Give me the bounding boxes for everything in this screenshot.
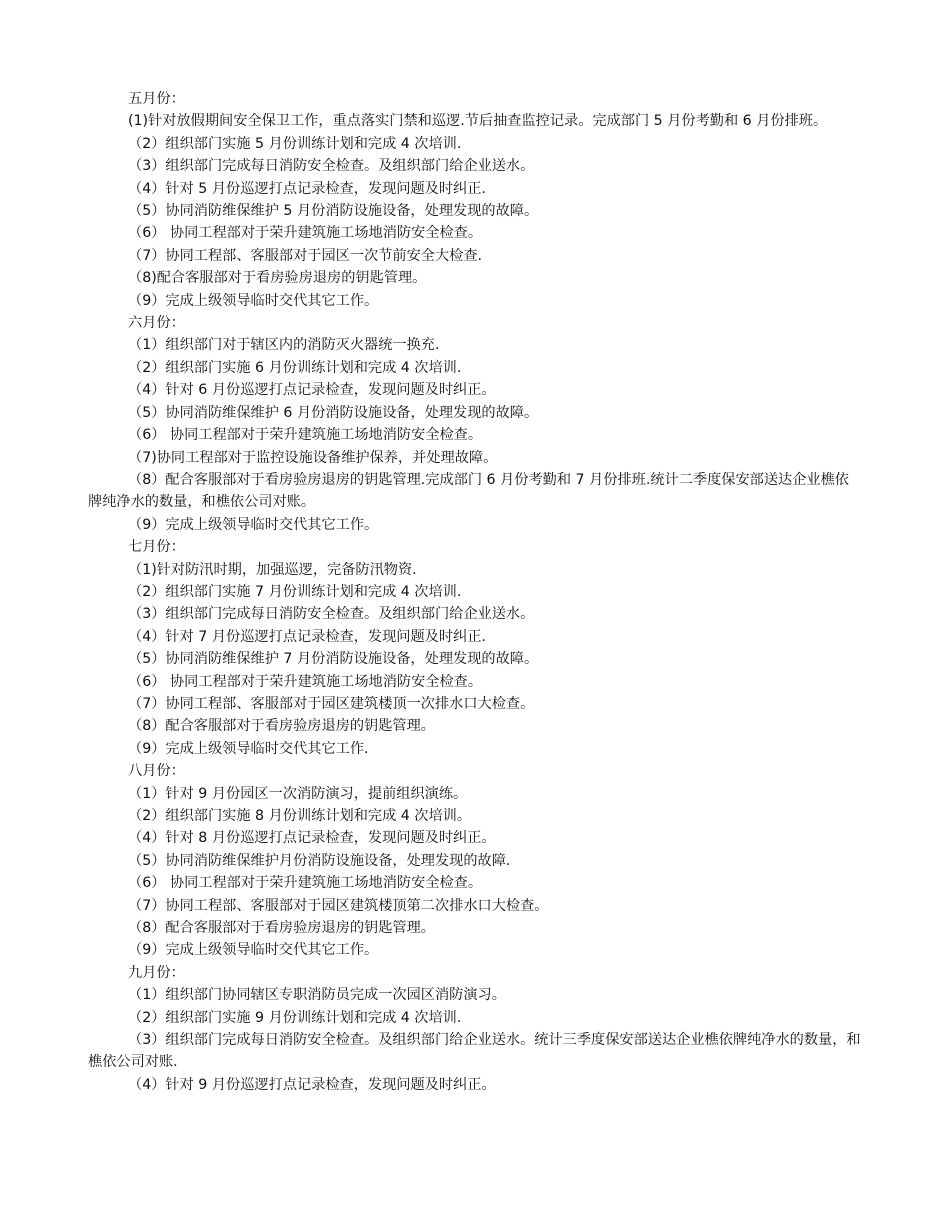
heading-september: 九月份： bbox=[128, 964, 185, 981]
document-body bbox=[88, 88, 862, 1096]
list-item: （1）针对 9 月份园区一次消防演习，提前组织演练。 bbox=[128, 785, 468, 802]
list-item: （1)针对防汛时期，加强巡逻，完备防汛物资. bbox=[128, 561, 417, 578]
list-item: （2）组织部门实施 5 月份训练计划和完成 4 次培训. bbox=[128, 135, 462, 152]
list-item: （9）完成上级领导临时交代其它工作。 bbox=[128, 516, 379, 533]
list-item: （5）协同消防维保维护 7 月份消防设施设备，处理发现的故障。 bbox=[128, 651, 539, 668]
list-item: （4）针对 7 月份巡逻打点记录检查，发现问题及时纠正. bbox=[128, 628, 486, 645]
list-item: （7）协同工程部、客服部对于园区建筑楼顶第二次排水口大检查。 bbox=[128, 897, 549, 914]
list-item: （9）完成上级领导临时交代其它工作。 bbox=[128, 942, 379, 959]
list-item: （2）组织部门实施 8 月份训练计划和完成 4 次培训。 bbox=[128, 808, 472, 824]
list-item: (1)针对放假期间安全保卫工作，重点落实门禁和巡逻.节后抽查监控记录。完成部门 5 月份考勤和 6 月份排班。 bbox=[128, 113, 828, 130]
list-item: （4）针对 9 月份巡逻打点记录检查，发现问题及时纠正。 bbox=[128, 1076, 496, 1093]
list-item: （2）组织部门实施 9 月份训练计划和完成 4 次培训. bbox=[128, 1009, 462, 1026]
heading-june: 六月份： bbox=[128, 315, 185, 332]
list-item: （9）完成上级领导临时交代其它工作. bbox=[128, 740, 369, 757]
list-item: （8）配合客服部对于看房验房退房的钥匙管理。 bbox=[128, 718, 435, 735]
list-item: （1）组织部门对于辖区内的消防灭火器统一换充. bbox=[128, 337, 440, 354]
list-item: （8)配合客服部对于看房验房退房的钥匙管理。 bbox=[128, 270, 427, 287]
list-item: （7）协同工程部、客服部对于园区建筑楼顶一次排水口大检查。 bbox=[128, 695, 535, 712]
list-item: （9）完成上级领导临时交代其它工作。 bbox=[128, 292, 379, 309]
list-item: （4）针对 6 月份巡逻打点记录检查，发现问题及时纠正。 bbox=[128, 382, 496, 399]
list-item: （3）组织部门完成每日消防安全检查。及组织部门给企业送水。 bbox=[128, 606, 535, 623]
list-item: （5）协同消防维保维护 6 月份消防设施设备，处理发现的故障。 bbox=[128, 404, 539, 421]
list-item: （8）配合客服部对于看房验房退房的钥匙管理.完成部门 6 月份考勤和 7 月份排班.统计二季度保安部送达企业樵依牌纯净水的数量，和樵依公司对账。 bbox=[88, 471, 849, 511]
list-item: （6） 协同工程部对于荣升建筑施工场地消防安全检查。 bbox=[128, 875, 483, 892]
list-item: （4）针对 5 月份巡逻打点记录检查，发现问题及时纠正. bbox=[128, 180, 486, 197]
list-item: （7)协同工程部对于监控设施设备维护保养，并处理故障。 bbox=[128, 449, 498, 466]
heading-august: 八月份： bbox=[128, 763, 185, 780]
list-item: （2）组织部门实施 7 月份训练计划和完成 4 次培训. bbox=[128, 583, 462, 600]
list-item: （8）配合客服部对于看房验房退房的钥匙管理。 bbox=[128, 920, 435, 937]
list-item: （5）协同消防维保维护月份消防设施设备，处理发现的故障. bbox=[128, 852, 511, 869]
list-item: （7）协同工程部、客服部对于园区一次节前安全大检查. bbox=[128, 247, 483, 264]
list-item: （4）针对 8 月份巡逻打点记录检查，发现问题及时纠正。 bbox=[128, 830, 496, 847]
list-item: （2）组织部门实施 6 月份训练计划和完成 4 次培训. bbox=[128, 359, 462, 376]
list-item: （5）协同消防维保维护 5 月份消防设施设备，处理发现的故障。 bbox=[128, 203, 539, 220]
list-item: （3）组织部门完成每日消防安全检查。及组织部门给企业送水。 bbox=[128, 158, 535, 175]
list-item: （1）组织部门协同辖区专职消防员完成一次园区消防演习。 bbox=[128, 987, 506, 1004]
list-item: （3）组织部门完成每日消防安全检查。及组织部门给企业送水。统计三季度保安部送达企业樵依牌纯净水的数量，和樵依公司对账. bbox=[88, 1032, 861, 1071]
heading-july: 七月份： bbox=[128, 539, 185, 556]
list-item: （6） 协同工程部对于荣升建筑施工场地消防安全检查。 bbox=[128, 225, 483, 242]
heading-may: 五月份： bbox=[128, 91, 185, 107]
list-item: （6） 协同工程部对于荣升建筑施工场地消防安全检查。 bbox=[128, 673, 483, 690]
list-item: （6） 协同工程部对于荣升建筑施工场地消防安全检查。 bbox=[128, 427, 483, 444]
